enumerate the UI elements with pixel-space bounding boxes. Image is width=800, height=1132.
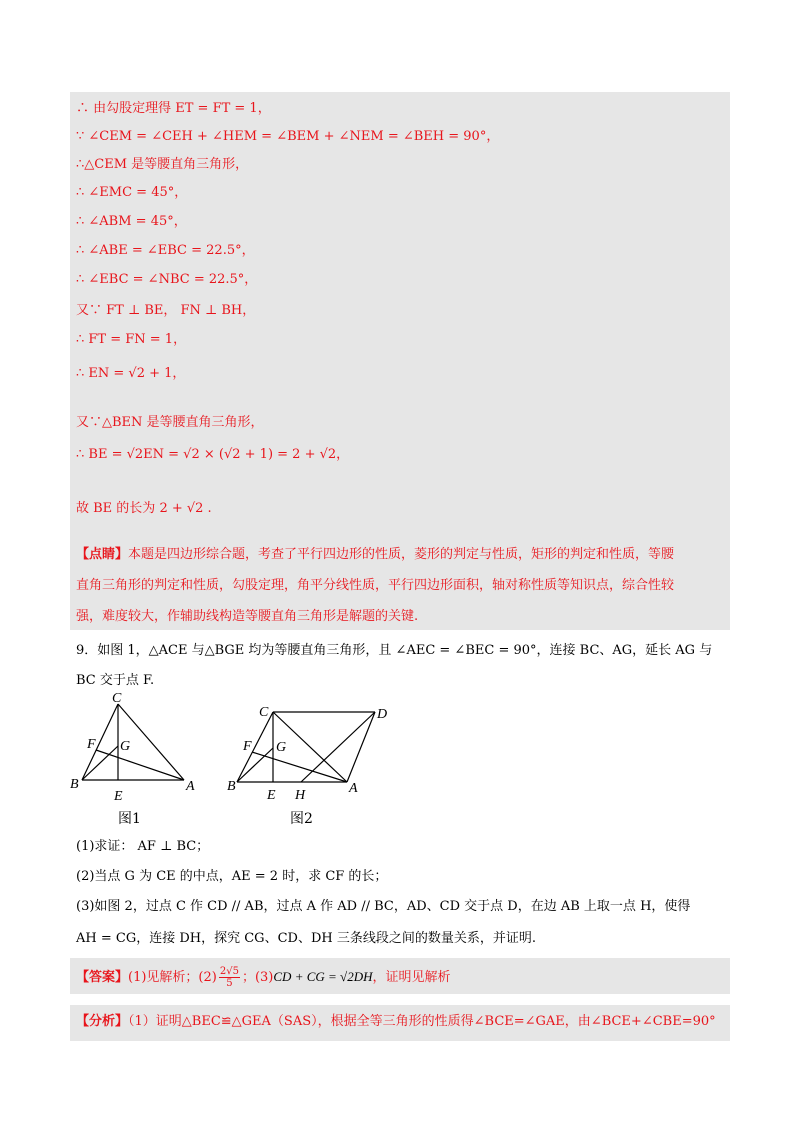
problem-line-1: 9．如图 1，△ACE 与△BGE 均为等腰直角三角形，且 ∠AEC = ∠BEC = 90°，连接 BC、AG，延长 AG 与 bbox=[76, 643, 713, 658]
fig1-label-G: G bbox=[120, 739, 131, 754]
analysis-text: （1）证明△BEC≌△GEA（SAS），根据全等三角形的性质得∠BCE=∠GAE，由∠BCE+∠CBE=90° bbox=[128, 1014, 716, 1029]
answer-fraction-denominator: 5 bbox=[226, 978, 233, 989]
figure-2 bbox=[225, 700, 405, 805]
solution-line-7: ∴ ∠EBC = ∠NBC = 22.5°， bbox=[76, 272, 258, 287]
comment-text-1: 本题是四边形综合题，考查了平行四边形的性质，菱形的判定与性质，矩形的判定和性质，等腰 bbox=[128, 547, 675, 562]
comment-line-2: 直角三角形的判定和性质，勾股定理，角平分线性质，平行四边形面积，轴对称性质等知识点，综合性较 bbox=[76, 578, 675, 593]
fig1-label-B: B bbox=[70, 777, 79, 792]
figure-1 bbox=[60, 690, 220, 810]
comment-line-3: 强，难度较大，作辅助线构造等腰直角三角形是解题的关键. bbox=[76, 609, 419, 624]
segment-DA bbox=[347, 712, 375, 782]
fig2-label-D: D bbox=[377, 707, 388, 722]
solution-line-9: ∴ FT = FN = 1， bbox=[76, 332, 187, 347]
answer-part-2: ；(3) bbox=[241, 970, 274, 985]
solution-line-2: ∵ ∠CEM = ∠CEH + ∠HEM = ∠BEM + ∠NEM = ∠BEH = 90°， bbox=[76, 129, 500, 144]
solution-line-4: ∴ ∠EMC = 45°， bbox=[76, 185, 188, 200]
analysis-tag: 【分析】 bbox=[76, 1014, 129, 1029]
solution-line-3: ∴△CEM 是等腰直角三角形， bbox=[76, 157, 249, 172]
comment-line-1 bbox=[76, 546, 674, 564]
answer-formula: CD + CG = √2DH bbox=[273, 969, 373, 984]
analysis-line bbox=[76, 1013, 716, 1031]
fig1-label-E: E bbox=[114, 789, 123, 804]
solution-line-11: 又∵△BEN 是等腰直角三角形， bbox=[76, 415, 264, 430]
answer-line bbox=[76, 966, 450, 989]
segment-FA bbox=[252, 752, 347, 782]
fig1-label-A: A bbox=[186, 779, 195, 794]
question-3-line-1: (3)如图 2，过点 C 作 CD // AB，过点 A 作 AD // BC，AD、CD 交于点 D，在边 AB 上取一点 H，使得 bbox=[76, 899, 691, 914]
answer-part-3: ，证明见解析 bbox=[372, 970, 451, 985]
solution-line-1: ∴ 由勾股定理得 ET = FT = 1， bbox=[76, 101, 271, 116]
answer-fraction-numerator: 2√5 bbox=[219, 966, 239, 977]
question-1: (1)求证： AF ⊥ BC； bbox=[76, 839, 210, 854]
problem-line-2: BC 交于点 F. bbox=[76, 673, 155, 688]
solution-line-12: ∴ BE = √2EN = √2 × (√2 + 1) = 2 + √2， bbox=[76, 447, 350, 462]
solution-line-5: ∴ ∠ABM = 45°， bbox=[76, 214, 187, 229]
fig2-label-F: F bbox=[243, 739, 252, 754]
fig1-label-C: C bbox=[112, 691, 122, 706]
question-3-line-2: AH = CG，连接 DH，探究 CG、CD、DH 三条线段之间的数量关系，并证明. bbox=[76, 931, 536, 946]
fig2-label-H: H bbox=[295, 788, 306, 803]
fig1-label-F: F bbox=[87, 737, 96, 752]
figure-1-caption: 图1 bbox=[118, 811, 141, 827]
fig2-label-A: A bbox=[349, 781, 358, 796]
fig2-label-C: C bbox=[259, 705, 269, 720]
answer-part-1: (1)见解析；(2) bbox=[128, 970, 217, 985]
solution-line-10: ∴ EN = √2 + 1， bbox=[76, 366, 186, 381]
comment-tag: 【点睛】 bbox=[76, 547, 129, 562]
solution-line-13: 故 BE 的长为 2 + √2 . bbox=[76, 501, 212, 516]
solution-line-8: 又∵ FT ⊥ BE， FN ⊥ BH， bbox=[76, 303, 256, 318]
fig2-label-E: E bbox=[267, 788, 276, 803]
figure-2-caption: 图2 bbox=[290, 811, 313, 827]
solution-line-6: ∴ ∠ABE = ∠EBC = 22.5°， bbox=[76, 243, 255, 258]
question-2: (2)当点 G 为 CE 的中点，AE = 2 时，求 CF 的长； bbox=[76, 869, 388, 884]
fig2-label-G: G bbox=[276, 740, 287, 755]
answer-tag: 【答案】 bbox=[76, 970, 129, 985]
answer-fraction bbox=[219, 966, 240, 989]
fig2-label-B: B bbox=[227, 779, 236, 794]
segment-HD bbox=[301, 712, 375, 782]
